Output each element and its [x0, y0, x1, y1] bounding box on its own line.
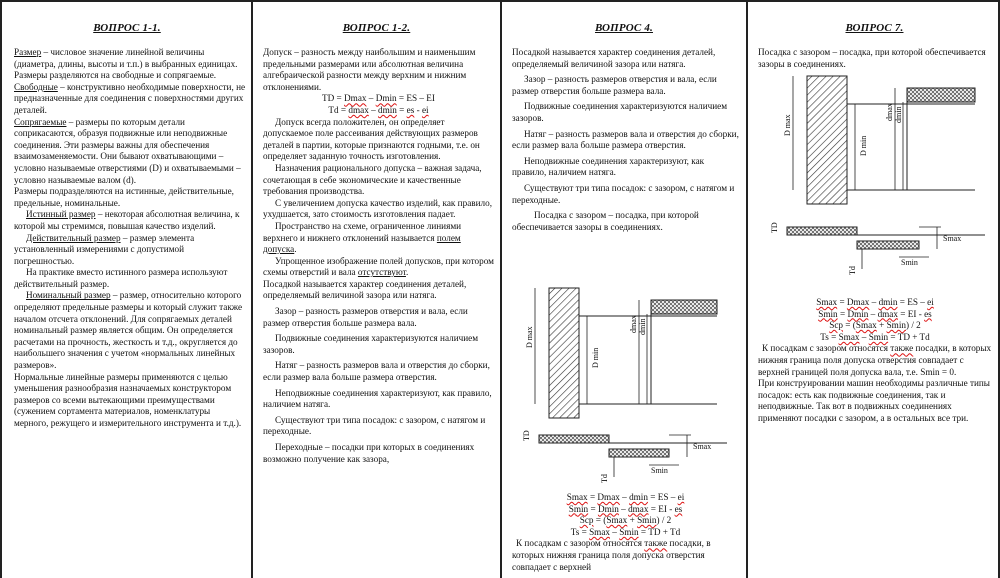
paragraph: С увеличением допуска качество изделий, как правило, ухудшается, зато стоимость изготовления падает. — [263, 197, 493, 220]
paragraph: Посадкой называется характер соединения деталей, определяемый величиной зазора или натяга. — [263, 278, 467, 301]
label-shaft-min: dmin — [894, 106, 903, 123]
formula-td-shaft: Td = dmax – dmin = es - ei — [328, 104, 429, 115]
formula-smax: Smax = Dmax – dmin = ES – ei — [816, 297, 934, 307]
question-title: ВОПРОС 1-1. — [93, 22, 161, 34]
formulas — [512, 492, 739, 573]
hole-tolerance-field — [787, 227, 857, 235]
paragraph: Размеры разделяются на свободные и сопрягаемые. — [14, 70, 217, 81]
formula-smin: Smin = Dmin – dmax = EI - es — [568, 503, 683, 514]
paragraph: Размеры подразделяются на истинные, действительные, предельные, номинальные. — [14, 186, 234, 208]
hole-section — [807, 76, 847, 204]
formulas — [758, 297, 992, 425]
question-text — [14, 47, 246, 430]
paragraph: Существуют три типа посадок: с зазором, с натягом и переходные. — [263, 414, 486, 437]
label-shaft-max: dmax — [629, 315, 638, 333]
question-title: ВОПРОС 1-2. — [342, 22, 411, 34]
paragraph: К посадкам с зазором относятся также посадки, в которых нижняя граница поля допуска отверстия совпадает с верхней границей поля допуска вала, т.е. Smin = 0. — [758, 343, 992, 377]
question-text — [758, 47, 992, 70]
formula-smax: Smax = Dmax – dmin = ES – ei — [566, 492, 685, 502]
question-text — [263, 47, 494, 465]
shaft-tolerance-field — [857, 241, 919, 249]
paragraph: Натяг – разность размеров вала и отверстия до сборки, если размер вала больше размера отверстия. — [263, 360, 490, 383]
question-text — [512, 47, 739, 233]
paragraph: Допуск всегда положителен, он определяет допускаемое поле рассеивания действующих размеров деталей в партии, которые признаются годными, т.е. он определяет заданную точность изготовления. — [263, 116, 480, 162]
paragraph: Неподвижные соединения характеризуют, как правило, наличием натяга. — [263, 387, 492, 410]
label-td-shaft: Td — [600, 474, 609, 483]
paragraph: Посадкой называется характер соединения деталей, определяемый величиной зазора или натяга. — [512, 47, 716, 69]
clearance-fit-diagram — [501, 278, 747, 488]
column-question-4 — [501, 2, 747, 578]
shaft-tolerance-zone — [651, 300, 717, 314]
label-smax: Smax — [943, 234, 962, 243]
column-question-1-1 — [2, 2, 252, 578]
paragraph: К посадкам с зазором относятся также посадки, в которых нижняя граница поля допуска отверстия совпадает с верхней — [512, 538, 711, 572]
paragraph: Зазор – разность размеров отверстия и вала, если размер отверстия больше размера вала. — [263, 306, 468, 328]
label-shaft-min: dmin — [638, 318, 647, 335]
column-question-7 — [747, 2, 1000, 578]
label-shaft-max: dmax — [885, 103, 894, 121]
paragraph: Натяг – разность размеров вала и отверстия до сборки, если размер вала больше размера отверстия. — [512, 128, 739, 151]
label-d-max: D max — [783, 114, 792, 136]
paragraph: Подвижные соединения характеризуются наличием зазоров. — [263, 333, 479, 355]
label-td: TD — [522, 430, 531, 441]
paragraph: При конструировании машин необходимы различные типы посадок: есть как подвижные соединения, так и неподвижные. Так вот в подвижных соединениях применяют посадки с зазором, а в остальных все три. — [758, 378, 990, 423]
label-smax: Smax — [693, 442, 712, 451]
label-d-max: D max — [525, 326, 534, 348]
paragraph: Нормальные линейные размеры применяются с целью уменьшения разнообразия назначаемых конструктором размеров со всеми вытекающими преимуществами (сужением сортамента материалов, номенклатуры мерного, режущего и измерительного инструмента и т.д.). — [14, 371, 242, 428]
formula-scp: Scp = (Smax + Smin) / 2 — [579, 515, 672, 526]
paragraph: Действительный размер – размер элемента установленный измерениями с допустимой погрешностью. — [14, 232, 195, 266]
label-d-min: D min — [859, 135, 868, 156]
hole-section — [549, 288, 579, 418]
clearance-fit-diagram — [747, 70, 1000, 285]
paragraph: Номинальный размер – размер, относительно которого определяют предельные размеры и который служит также началом отсчета отклонений. Для сопрягаемых деталей номинальный размер является общим. Он определяется расчетами на прочность, жесткость и т.д., округляется до наибольшего значения с учетом «нормальных линейных размеров». — [14, 290, 243, 371]
paragraph: Переходные – посадки при которых в соединениях возможно получение как зазора, — [263, 442, 475, 464]
question-title: ВОПРОС 7. — [845, 22, 904, 34]
paragraph: Размер – числовое значение линейной величины (диаметра, длины, высоты и т.п.) в выбранных единицах. — [14, 47, 238, 69]
paragraph: Существуют три типа посадок: с зазором, с натягом и переходные. — [512, 182, 735, 205]
paragraph: Зазор – разность размеров отверстия и вала, если размер отверстия больше размера вала. — [512, 74, 717, 96]
hole-tolerance-field — [539, 435, 609, 443]
paragraph: Неподвижные соединения характеризуют, как правило, наличием натяга. — [512, 155, 705, 178]
paragraph: Допуск – разность между наибольшим и наименьшим предельными размерами или абсолютная величина алгебраической разности между верхним и нижним отклонениями. — [263, 47, 476, 92]
formula-ts: Ts = Smax – Smin = TD + Td — [570, 526, 681, 537]
paragraph: Подвижные соединения характеризуются наличием зазоров. — [512, 101, 728, 123]
paragraph: Посадка с зазором – посадка, при которой обеспечивается зазоры в соединениях. — [758, 47, 986, 69]
formula-smin: Smin = Dmin – dmax = EI - es — [818, 308, 932, 319]
paragraph: Упрощенное изображение полей допусков, при котором схемы отверстий и вала отсутствуют. — [263, 255, 494, 278]
question-title: ВОПРОС 4. — [595, 22, 653, 34]
label-d-min: D min — [591, 347, 600, 368]
formula-ts: Ts = Smax – Smin = TD + Td — [820, 331, 930, 342]
paragraph: Свободные – конструктивно необходимые поверхности, не предназначенные для соединения с поверхностями других деталей. — [14, 81, 246, 115]
formula-scp: Scp = (Smax + Smin) / 2 — [829, 320, 921, 331]
paragraph: Пространство на схеме, ограниченное линиями верхнего и нижнего отклонений называется полем допуска. — [263, 220, 462, 255]
paragraph: Истинный размер – некоторая абсолютная величина, к которой мы стремимся, повышая качество изделий. — [14, 209, 240, 231]
paragraph: На практике вместо истинного размера используют действительный размер. — [14, 267, 228, 289]
label-td-shaft: Td — [848, 266, 857, 275]
formula-td: TD = Dmax – Dmin = ES – EI — [322, 93, 435, 104]
column-question-1-2 — [252, 2, 501, 578]
shaft-tolerance-zone — [907, 88, 975, 102]
shaft-tolerance-field — [609, 449, 669, 457]
paragraph: Назначения рационального допуска – важная задача, сочетающая в себе экономические и качественные требования производства. — [263, 162, 482, 197]
label-td: TD — [770, 222, 779, 233]
label-smin: Smin — [901, 258, 918, 267]
paragraph: Сопрягаемые – размеры по которым детали соприкасаются, образуя подвижные или неподвижные соединения. Эти размеры важны для обеспечения взаимозаменяемости. Они бывают охватывающими – условно называемые отверстиями (D) и охватываемыми – условно называемые валом (d). — [14, 116, 241, 185]
label-smin: Smin — [651, 466, 668, 475]
paragraph: Посадка с зазором – посадка, при которой обеспечивается зазоры в соединениях. — [512, 210, 699, 232]
